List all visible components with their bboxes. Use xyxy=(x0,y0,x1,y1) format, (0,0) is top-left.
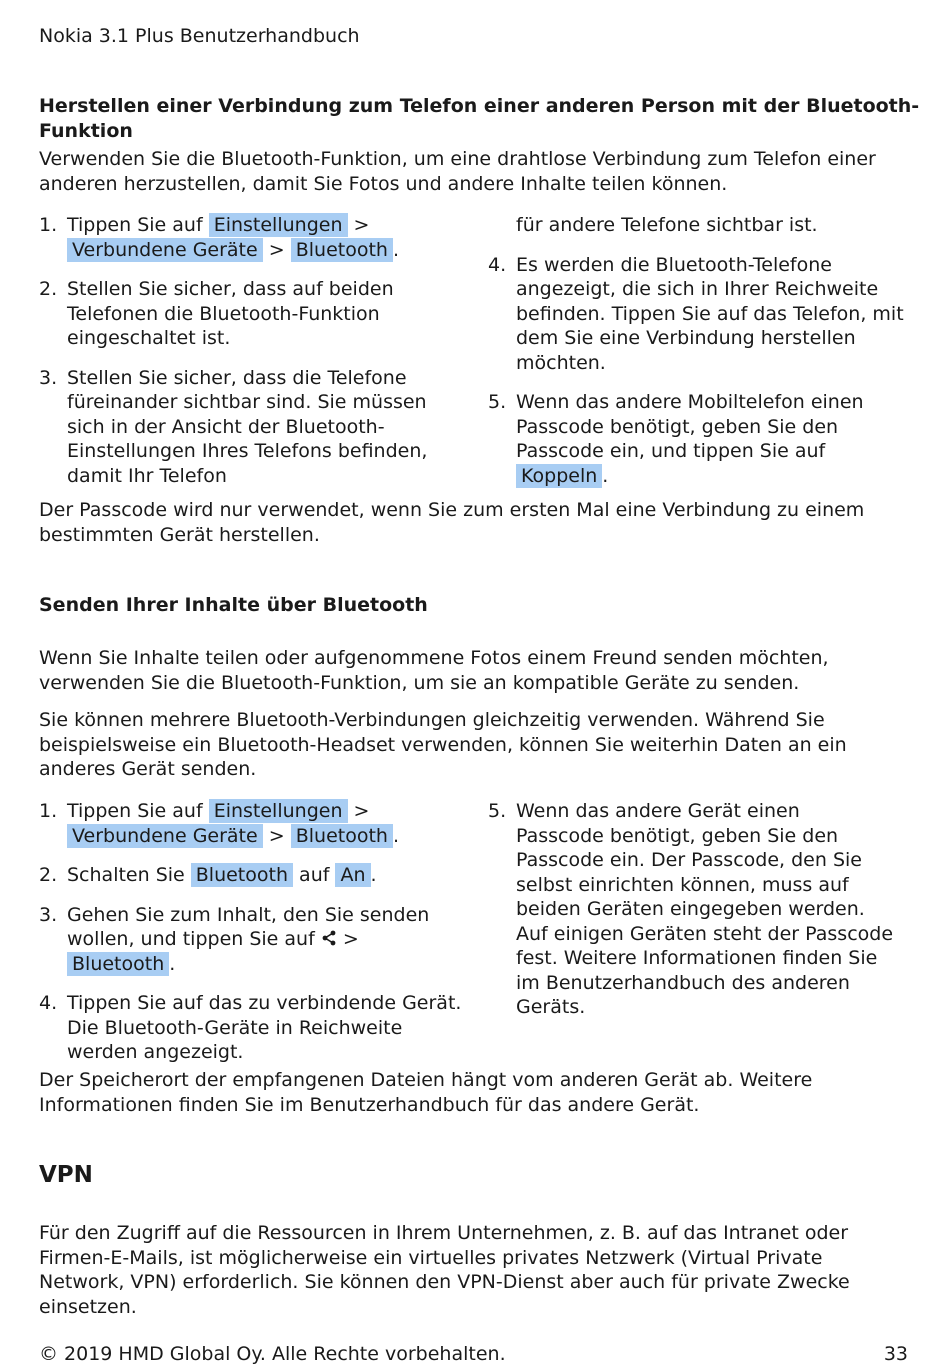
send-paragraph-1: Wenn Sie Inhalte teilen oder aufgenommene Fotos einem Freund senden möchten, verwenden Sie die Bluetooth-Funktion, um sie an kompatible Geräte zu senden. xyxy=(39,647,829,694)
settings-link[interactable]: Einstellungen xyxy=(209,213,348,237)
bluetooth-link[interactable]: Bluetooth xyxy=(291,824,393,848)
on-link[interactable]: An xyxy=(335,863,370,887)
intro-paragraph: Verwenden Sie die Bluetooth-Funktion, um eine drahtlose Verbindung zum Telefon einer anderen herzustellen, damit Sie Fotos und andere Inhalte teilen können. xyxy=(39,148,876,195)
list-item: 4. Es werden die Bluetooth-Telefone angezeigt, die sich in Ihrer Reichweite befinden. Tippen Sie auf das Telefon, mit dem Sie eine Verbindung herstellen möchten. xyxy=(488,253,904,374)
send-steps-right xyxy=(488,799,893,1035)
vpn-paragraph: Für den Zugriff auf die Ressourcen in Ihrem Unternehmen, z. B. auf das Intranet oder Firmen-E-Mails, ist möglicherweise ein virtuelles privates Netzwerk (Virtual Private Network, VPN) erforderlich. Sie können den VPN-Dienst aber auch für private Zwecke einsetzen. xyxy=(39,1222,850,1318)
section-heading-send: Senden Ihrer Inhalte über Bluetooth xyxy=(39,594,428,616)
list-item: 1. Tippen Sie auf Einstellungen > Verbundene Geräte > Bluetooth . xyxy=(39,800,400,847)
list-item: 5. Wenn das andere Gerät einen Passcode benötigt, geben Sie den Passcode ein. Der Passcode, den Sie selbst einrichten können, muss auf beiden Geräten eingegeben werden. Auf einigen Geräten steht der Passcode fest. Weitere Informationen finden Sie im Benutzerhandbuch des anderen Geräts. xyxy=(488,800,894,1018)
list-item: 3. Gehen Sie zum Inhalt, den Sie senden wollen, und tippen Sie auf > Bluetooth . xyxy=(39,903,430,975)
list-item: 3. Stellen Sie sicher, dass die Telefone füreinander sichtbar sind. Sie müssen sich in der Ansicht der Bluetooth-Einstellungen Ihres Telefons befinden, damit Ihr Telefon xyxy=(39,366,428,487)
list-item: 5. Wenn das andere Mobiltelefon einen Passcode benötigt, geben Sie den Passcode ein, und tippen Sie auf Koppeln . xyxy=(488,391,864,487)
list-item: 1. Tippen Sie auf Einstellungen > Verbundene Geräte > Bluetooth . xyxy=(39,214,400,261)
pair-link[interactable]: Koppeln xyxy=(516,464,602,488)
bluetooth-link[interactable]: Bluetooth xyxy=(291,238,393,262)
list-item-continued: für andere Telefone sichtbar ist. xyxy=(516,214,818,236)
storage-note: Der Speicherort der empfangenen Dateien hängt vom anderen Gerät ab. Weitere Informationen finden Sie im Benutzerhandbuch für das andere Gerät. xyxy=(39,1069,813,1116)
list-item: 4. Tippen Sie auf das zu verbindende Gerät. Die Bluetooth-Geräte in Reichweite werden angezeigt. xyxy=(39,992,462,1063)
connected-devices-link[interactable]: Verbundene Geräte xyxy=(67,238,263,262)
list-item: 2. Schalten Sie Bluetooth auf An . xyxy=(39,864,377,886)
bluetooth-share-link[interactable]: Bluetooth xyxy=(67,952,169,976)
section-heading-vpn: VPN xyxy=(39,1162,93,1188)
send-steps-left xyxy=(39,799,464,1080)
passcode-note: Der Passcode wird nur verwendet, wenn Sie zum ersten Mal eine Verbindung zu einem bestimmten Gerät herstellen. xyxy=(39,499,865,546)
steps-column-right xyxy=(488,213,908,503)
settings-link[interactable]: Einstellungen xyxy=(209,799,348,823)
copyright-text: © 2019 HMD Global Oy. Alle Rechte vorbehalten. xyxy=(39,1343,506,1365)
page-number: 33 xyxy=(883,1343,908,1365)
connected-devices-link[interactable]: Verbundene Geräte xyxy=(67,824,263,848)
page-footer xyxy=(39,1342,908,1367)
running-header: Nokia 3.1 Plus Benutzerhandbuch xyxy=(39,25,360,47)
share-icon[interactable] xyxy=(321,930,337,946)
section-heading-connect: Herstellen einer Verbindung zum Telefon einer anderen Person mit der Bluetooth-Funktion xyxy=(39,95,920,142)
send-paragraph-2: Sie können mehrere Bluetooth-Verbindungen gleichzeitig verwenden. Während Sie beispielsweise ein Bluetooth-Headset verwenden, können Sie weiterhin Daten an ein anderes Gerät senden. xyxy=(39,709,847,780)
steps-column-left xyxy=(39,213,459,503)
bluetooth-toggle-link[interactable]: Bluetooth xyxy=(191,863,293,887)
list-item: 2. Stellen Sie sicher, dass auf beiden Telefonen die Bluetooth-Funktion eingeschaltet ist. xyxy=(39,278,394,349)
